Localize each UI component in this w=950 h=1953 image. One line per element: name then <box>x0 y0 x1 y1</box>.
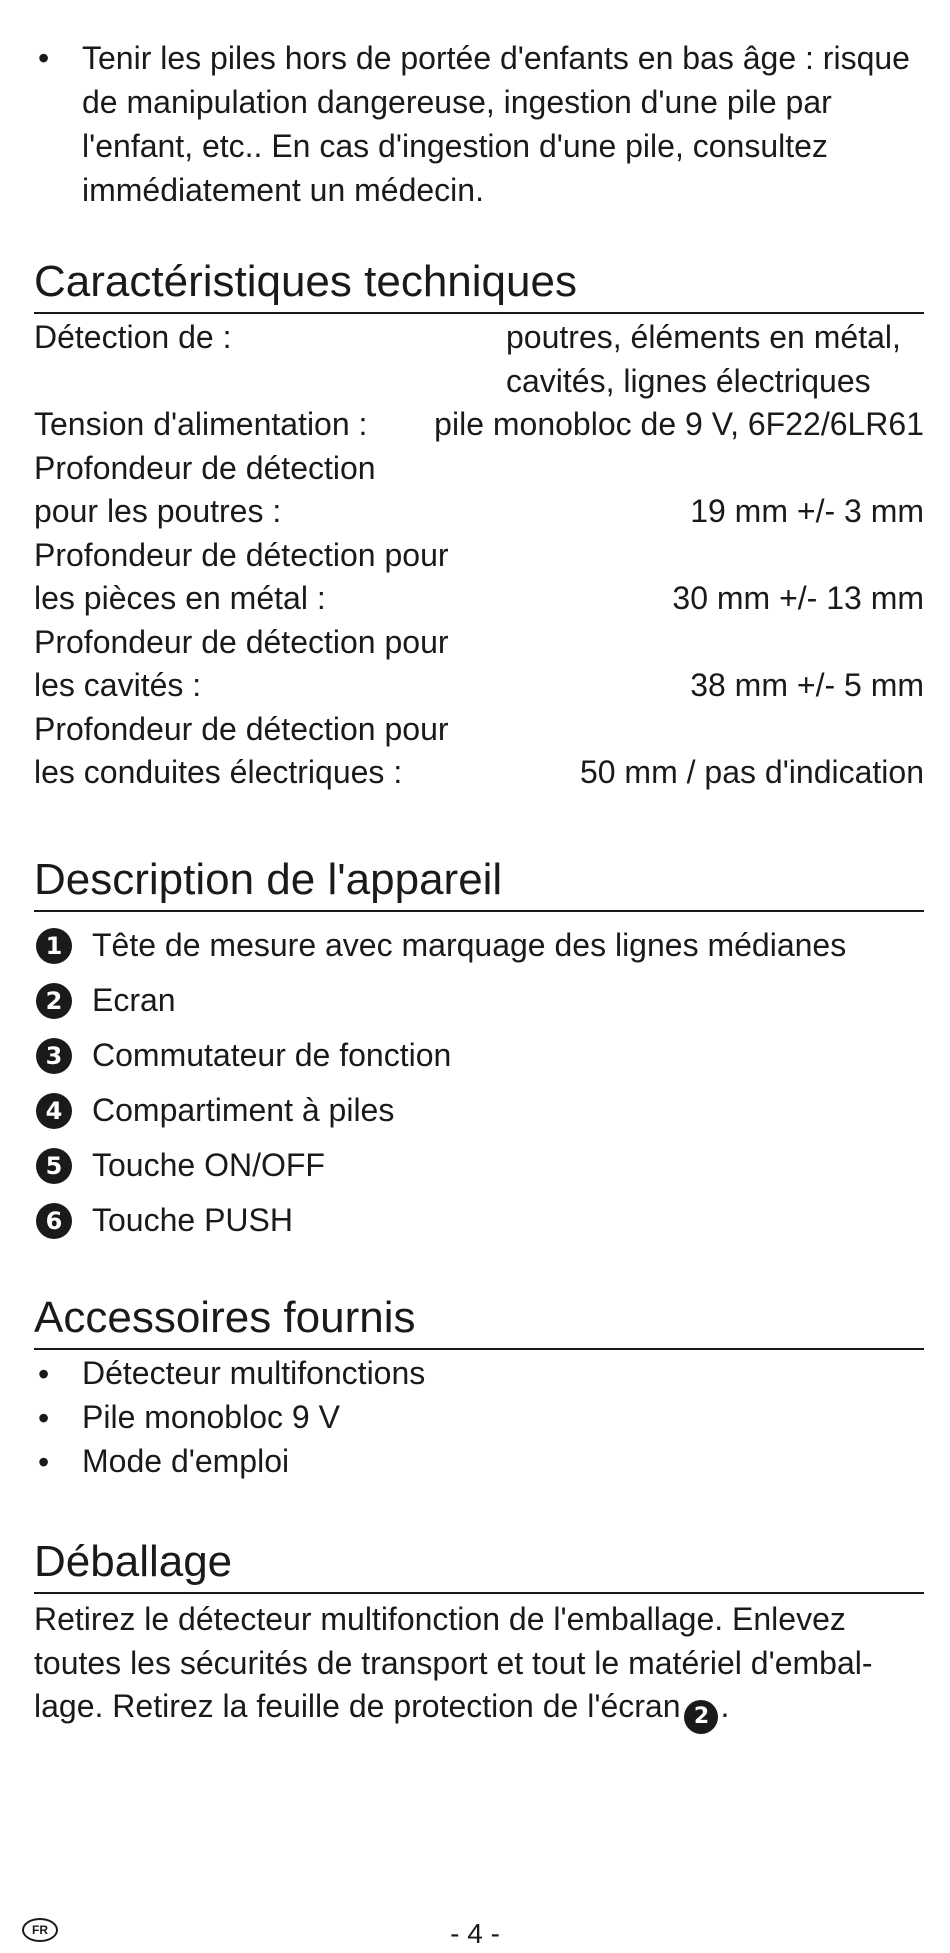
spec-label: pour les poutres : <box>34 493 282 529</box>
spec-row-depth-cavities <box>34 664 924 708</box>
unpacking-line: toutes les sécurités de transport et tout le matériel d'embal- <box>34 1644 873 1681</box>
spec-label: Profondeur de détection pour <box>34 536 449 573</box>
list-item-label: Tête de mesure avec marquage des lignes médianes <box>92 927 847 963</box>
spec-label: Profondeur de détection pour <box>34 623 449 660</box>
spec-value: cavités, lignes électriques <box>506 362 871 399</box>
specs-table <box>34 316 924 795</box>
list-item <box>34 1352 924 1396</box>
list-item <box>34 918 924 973</box>
list-item-label: Compartiment à piles <box>92 1092 395 1128</box>
spec-label: Tension d'alimentation : <box>34 406 368 442</box>
list-item-label: Touche ON/OFF <box>92 1147 325 1183</box>
page-number: - 4 - <box>450 1918 500 1949</box>
description-list <box>34 918 924 1248</box>
spec-value: 38 mm +/- 5 mm <box>690 667 924 703</box>
list-item <box>34 1138 924 1193</box>
page-footer <box>0 1918 950 1950</box>
list-item <box>34 1396 924 1440</box>
list-item-label: Touche PUSH <box>92 1202 293 1238</box>
spec-label: Détection de : <box>34 319 232 355</box>
unpacking-line <box>34 1685 924 1734</box>
unpacking-line-text: lage. Retirez la feuille de protection de l'écran <box>34 1688 681 1724</box>
spec-row-depth-metal <box>34 577 924 621</box>
number-badge-icon: 6 <box>36 1203 72 1239</box>
spec-row-tension <box>34 403 924 447</box>
spec-label: les pièces en métal : <box>34 580 326 616</box>
spec-label: Profondeur de détection <box>34 449 376 486</box>
bullet-marker: • <box>38 1444 50 1480</box>
unpacking-section <box>34 1534 924 1734</box>
spec-value: pile monobloc de 9 V, 6F22/6LR61 <box>434 406 924 442</box>
number-badge-icon: 3 <box>36 1038 72 1074</box>
spec-label: les conduites électriques : <box>34 754 403 790</box>
list-item-label: Ecran <box>92 982 176 1018</box>
list-item <box>34 1083 924 1138</box>
accessories-list <box>34 1352 924 1484</box>
description-section <box>34 852 924 1248</box>
list-item <box>34 1028 924 1083</box>
language-badge-icon: FR <box>22 1918 58 1942</box>
spec-value: 19 mm +/- 3 mm <box>690 493 924 529</box>
spec-value: poutres, éléments en métal, <box>506 319 901 355</box>
bullet-marker: • <box>38 40 50 76</box>
spec-value: 30 mm +/- 13 mm <box>672 580 924 616</box>
spec-row-depth-beams <box>34 490 924 534</box>
number-badge-icon: 2 <box>684 1700 718 1734</box>
unpacking-text <box>34 1598 924 1734</box>
unpacking-line: Retirez le détecteur multifonction de l'emballage. Enlevez <box>34 1601 846 1637</box>
spec-label: Profondeur de détection pour <box>34 710 449 747</box>
list-item-label: Commutateur de fonction <box>92 1037 452 1073</box>
list-item-label: Pile monobloc 9 V <box>82 1399 340 1435</box>
list-item <box>34 1193 924 1248</box>
specs-heading: Caractéristiques techniques <box>34 254 924 314</box>
number-badge-icon: 1 <box>36 928 72 964</box>
bullet-marker: • <box>38 1400 50 1436</box>
list-item <box>34 1440 924 1484</box>
specs-section <box>34 254 924 795</box>
list-item-label: Mode d'emploi <box>82 1443 290 1479</box>
unpacking-line-end: . <box>720 1688 730 1724</box>
spec-row-detection <box>34 316 924 360</box>
description-heading: Description de l'appareil <box>34 852 924 912</box>
intro-bullet <box>34 36 924 212</box>
number-badge-icon: 4 <box>36 1093 72 1129</box>
list-item <box>34 973 924 1028</box>
list-item-label: Détecteur multifonctions <box>82 1355 426 1391</box>
spec-label: les cavités : <box>34 667 202 703</box>
spec-row-detection-cont <box>34 360 924 404</box>
bullet-marker: • <box>38 1356 50 1392</box>
spec-row-depth-wires <box>34 751 924 795</box>
accessories-section <box>34 1290 924 1484</box>
intro-bullet-text: Tenir les piles hors de portée d'enfants en bas âge : risque de manipulation dangereuse, ingestion d'une pile par l'enfant, etc.. En cas d'ingestion d'une pile, consultez immédiatement un médecin. <box>82 40 910 208</box>
number-badge-icon: 2 <box>36 983 72 1019</box>
number-badge-icon: 5 <box>36 1148 72 1184</box>
spec-value: 50 mm / pas d'indication <box>579 754 924 790</box>
accessories-heading: Accessoires fournis <box>34 1290 924 1350</box>
unpacking-heading: Déballage <box>34 1534 924 1594</box>
